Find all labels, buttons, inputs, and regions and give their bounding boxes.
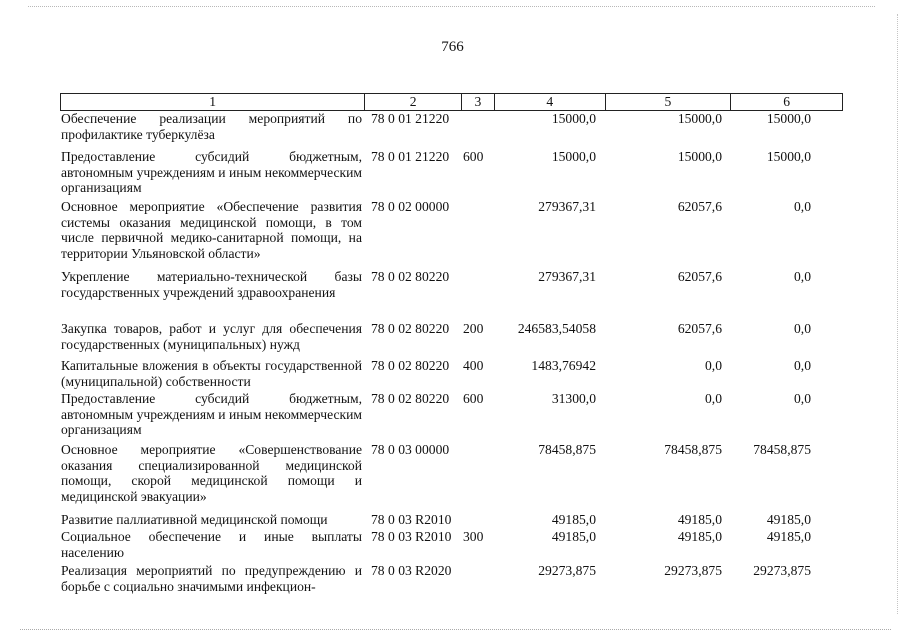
row-value-5: 15000,0 [677, 111, 722, 126]
row-value-5: 62057,6 [677, 199, 722, 214]
row-value-6: 78458,875 [753, 442, 811, 457]
table-row [60, 529, 843, 563]
row-value-4: 78458,875 [538, 442, 596, 457]
table-row [60, 358, 843, 391]
table-row [60, 512, 843, 529]
row-name: Предоставление субсидий бюджетным, автономным учреждениям и иным некоммерческим организациям [61, 391, 362, 437]
row-value-6: 0,0 [794, 358, 811, 373]
header-cell-5: 5 [605, 94, 731, 110]
header-cell-6: 6 [730, 94, 842, 110]
row-code: 78 0 02 80220 [371, 269, 450, 284]
table-row [60, 111, 843, 149]
row-kind: 300 [463, 529, 484, 544]
row-value-6: 49185,0 [766, 512, 811, 527]
header-cell-4: 4 [494, 94, 605, 110]
row-code: 78 0 02 80220 [371, 391, 450, 406]
row-value-6: 15000,0 [766, 111, 811, 126]
table-row [60, 442, 843, 512]
row-value-6: 0,0 [794, 199, 811, 214]
header-cell-1: 1 [209, 94, 216, 109]
row-name: Основное мероприятие «Совершенствование оказания специализированной медицинской помощи, скорой медицинской помощи и медицинской эвакуации» [61, 442, 362, 504]
row-name: Предоставление субсидий бюджетным, автономным учреждениям и иным некоммерческим организациям [61, 149, 362, 195]
row-value-4: 1483,76942 [531, 358, 596, 373]
row-code: 78 0 03 R2010 [371, 529, 452, 544]
row-value-5: 0,0 [705, 358, 722, 373]
row-name: Социальное обеспечение и иные выплаты населению [61, 529, 362, 560]
row-kind [461, 111, 494, 149]
row-value-5: 49185,0 [677, 529, 722, 544]
row-kind [461, 563, 494, 597]
row-value-4: 31300,0 [551, 391, 596, 406]
row-value-4: 29273,875 [538, 563, 596, 578]
table-row [60, 269, 843, 321]
row-kind [461, 442, 494, 512]
row-code: 78 0 02 80220 [371, 321, 450, 336]
row-value-6: 0,0 [794, 391, 811, 406]
row-name: Основное мероприятие «Обеспечение развития системы оказания медицинской помощи, в том числе первичной медико-санитарной помощи, на территории Ульяновской области» [61, 199, 362, 261]
row-value-4: 15000,0 [551, 111, 596, 126]
row-name: Капитальные вложения в объекты государственной (муниципальной) собственности [61, 358, 362, 389]
table-row [60, 199, 843, 269]
row-value-6: 0,0 [794, 269, 811, 284]
row-value-4: 49185,0 [551, 512, 596, 527]
row-value-5: 62057,6 [677, 269, 722, 284]
row-code: 78 0 01 21220 [371, 111, 450, 126]
row-value-5: 15000,0 [677, 149, 722, 164]
row-kind: 400 [463, 358, 484, 373]
row-kind: 200 [463, 321, 484, 336]
row-code: 78 0 01 21220 [371, 149, 450, 164]
row-code: 78 0 03 R2010 [371, 512, 452, 527]
row-name: Развитие паллиативной медицинской помощи [61, 512, 328, 527]
row-code: 78 0 03 00000 [371, 442, 450, 457]
row-kind [461, 269, 494, 321]
row-name: Укрепление материально-технической базы государственных учреждений здравоохранения [61, 269, 362, 300]
row-name: Закупка товаров, работ и услуг для обеспечения государственных (муниципальных) нужд [61, 321, 362, 352]
row-value-6: 49185,0 [766, 529, 811, 544]
row-code: 78 0 02 80220 [371, 358, 450, 373]
row-value-4: 279367,31 [538, 269, 596, 284]
row-value-4: 246583,54058 [517, 321, 596, 336]
row-value-5: 62057,6 [677, 321, 722, 336]
row-value-4: 279367,31 [538, 199, 596, 214]
page-number: 766 [441, 39, 464, 55]
scan-edge-bottom [20, 629, 891, 630]
row-name: Реализация мероприятий по предупреждению и борьбе с социально значимыми инфекцион- [61, 563, 362, 594]
scan-edge-top [28, 6, 875, 7]
table-row [60, 391, 843, 442]
row-kind: 600 [463, 391, 484, 406]
scan-edge-right [897, 14, 898, 614]
row-kind: 600 [463, 149, 484, 164]
table-header-row [60, 93, 843, 111]
row-code: 78 0 03 R2020 [371, 563, 452, 578]
row-value-5: 29273,875 [664, 563, 722, 578]
budget-table [60, 93, 843, 597]
header-cell-3: 3 [461, 94, 494, 110]
row-name: Обеспечение реализации мероприятий по профилактике туберкулёза [61, 111, 362, 142]
row-value-5: 49185,0 [677, 512, 722, 527]
row-value-6: 29273,875 [753, 563, 811, 578]
table-row [60, 321, 843, 358]
row-kind [461, 512, 494, 529]
row-value-4: 15000,0 [551, 149, 596, 164]
table-row [60, 563, 843, 597]
row-value-6: 15000,0 [766, 149, 811, 164]
row-value-5: 78458,875 [664, 442, 722, 457]
row-kind [461, 199, 494, 269]
row-value-5: 0,0 [705, 391, 722, 406]
table-row [60, 149, 843, 199]
header-cell-2: 2 [364, 94, 461, 110]
row-value-4: 49185,0 [551, 529, 596, 544]
row-code: 78 0 02 00000 [371, 199, 450, 214]
row-value-6: 0,0 [794, 321, 811, 336]
